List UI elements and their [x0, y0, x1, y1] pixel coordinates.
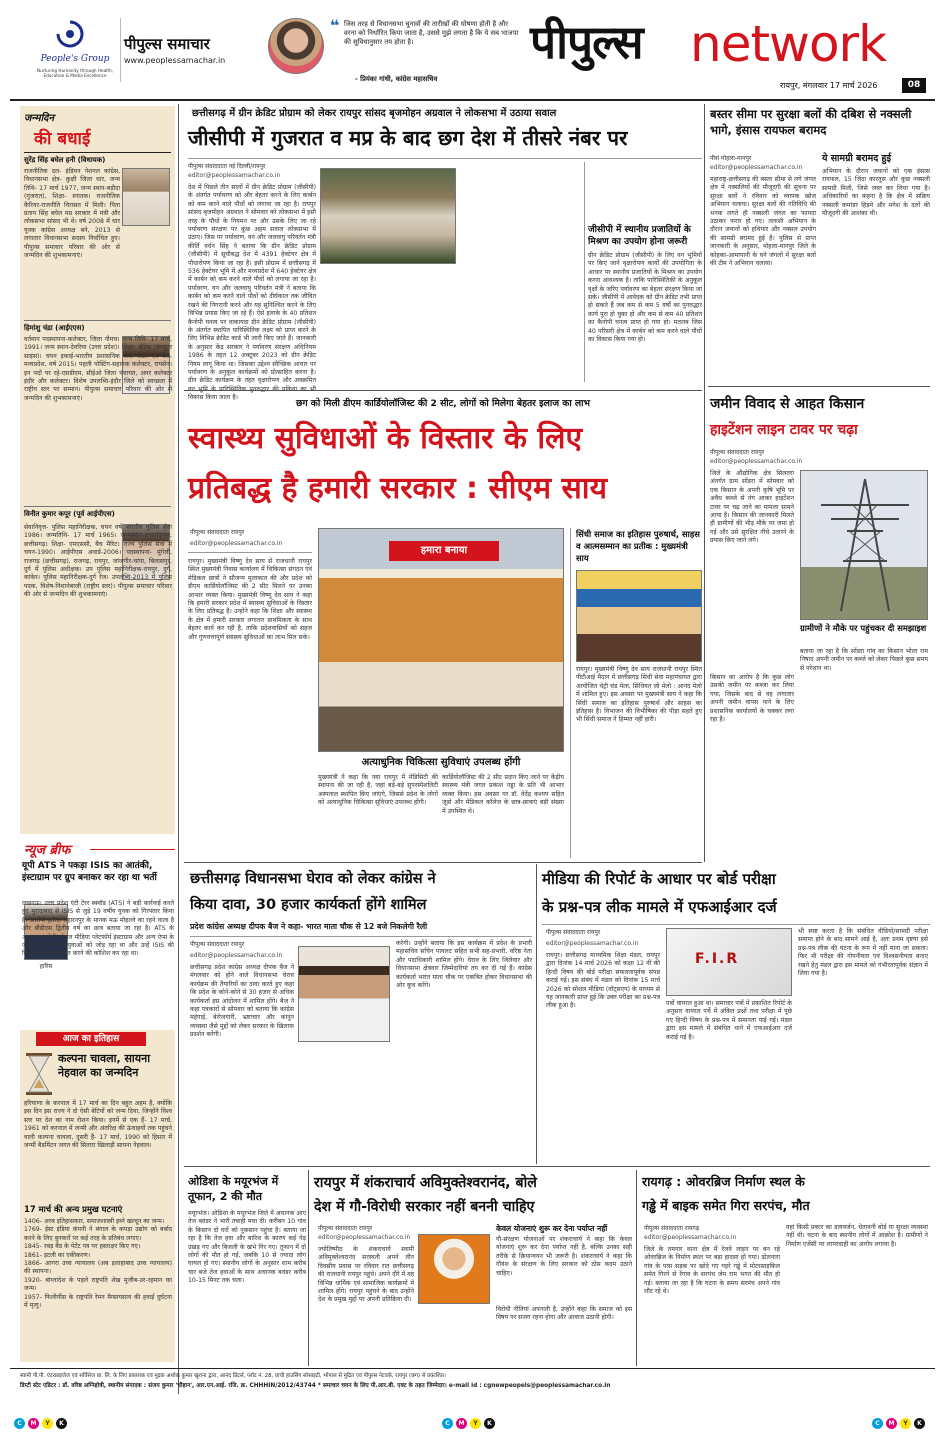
birthday-p3-name: विनीत कुमार कपूर (पूर्व आईपीएस): [24, 510, 115, 518]
congress-body: छत्तीसगढ़ प्रदेश कांग्रेस अध्यक्ष दीपक बैज ने मंगलवार को होने वाले विधानसभा घेराव कार्यक्रम की तैयारियों का दावा करते हुए कहा कि प्रदेश के कोने-कोने से 30 हजार से अधिक कार्यकर्ता इस आंदोलन में शामिल होंगे। बैज ने कहा पत्रकारों से सोमवार को बताया कि कांग्रेस महंगाई, बेरोजगारी, भ्रष्टाचार और कानून व्यवस्था जैसे मुद्दों को लेकर सरकार के खिलाफ प्रदर्शन करेगी।: [190, 964, 294, 1039]
naxal-items-title: ये सामग्री बरामद हुई: [822, 153, 892, 164]
farmer-photo-caption-title: ग्रामीणों ने मौके पर पहुंचकर दी समझाइश: [800, 623, 927, 633]
odisha-story: [184, 1170, 306, 1366]
tower-icon: [801, 471, 929, 621]
history-headline: कल्पना चावला, सायना नेहवाल का जन्मदिन: [58, 1052, 151, 1079]
footer-imprint-line2: डिप्टी स्टेट एडिटर : डॉ. वरिष्ठ अग्निहोत्री, स्थानीय संपादक : संजय कुमार 'चौहान', आर.एन.आई. रजि. क्र. CHHHIN/2012/43744 * समाचार चयन के लिए पी.आर.बी. एक्ट के तहत जिम्मेदार। e-mail id : cgnewpeopels@peoplessamachar.co.in: [20, 1383, 611, 1389]
birthday-header-big: की बधाई: [34, 129, 91, 149]
cmyk-y: Y: [900, 1418, 911, 1429]
leak-email: editor@peoplessamachar.co.in: [546, 940, 639, 947]
health-story: [184, 394, 702, 862]
cmyk-k: K: [914, 1418, 925, 1429]
farmer-body2: किसान का आरोप है कि कुछ लोग उसकी जमीन पर कब्जा कर लिया गया, जिसके बाद से वह लगातार अपनी जमीन वापस पाने के लिए प्रशासनिक कार्यालयों के चक्कर लगा रहा है।: [710, 674, 794, 724]
health-email: editor@peoplessamachar.co.in: [190, 540, 283, 547]
cmyk-marks-left: [14, 1418, 67, 1429]
fir-label: F.I.R: [695, 951, 740, 967]
fir-document-photo: [666, 928, 792, 996]
shankaracharya-side-body2: विरोधी नीतियां अपनाती है, उन्होंने कहा कि समाज को इस विषय पर सजग रहना होगा और आवाज उठानी होगी।: [496, 1306, 632, 1322]
history-other-title: 17 मार्च की अन्य प्रमुख घटनाएं: [24, 1204, 123, 1214]
naxal-byline: पीसं मोहला-मानपुर: [710, 155, 752, 162]
paper-name: पीपुल्स समाचार: [124, 35, 210, 53]
quote-text: जिस तरह से विधानसभा चुनावों की तारीखों की घोषणा होती है और वरना को निर्धारित किया जाता है, उससे मुझे लगता है कि ये सब भाजपा की सुविधानुसार तय होता है।: [344, 20, 519, 46]
congress-body2: करेगी। उन्होंने बताया कि इस कार्यक्रम में प्रदेश के प्रभारी महासचिव सचिन पायलट सहित सभी सह-प्रभारी, वरिष्ठ नेता और पदाधिकारी शामिल होंगे। घेराव के लिए जिलेवार और विधानसभा क्षेत्रवार जिम्मेदारियां तय कर दी गई हैं। कांग्रेस कार्यकर्ता भारत माता चौक पर एकत्रित होकर विधानसभा की ओर कूच करेंगे।: [396, 940, 532, 990]
health-photo-caption: अत्याधुनिक चिकित्सा सुविधाएं उपलब्ध होंगी: [361, 757, 521, 768]
cmyk-y: Y: [470, 1418, 481, 1429]
green-credit-kicker: छत्तीसगढ़ में ग्रीन क्रेडिट प्रोग्राम को लेकर रायपुर सांसद बृजमोहन अग्रवाल ने लोकसभा में उठाया सवाल: [192, 108, 557, 119]
shankaracharya-email: editor@peoplessamachar.co.in: [318, 1234, 411, 1241]
shankaracharya-side-body: गौ-संरक्षण योजनाओं पर शंकराचार्य ने कहा कि केवल योजनाएं शुरू कर देना पर्याप्त नहीं है, बल्कि उनका सही तरीके से क्रियान्वयन भी जरूरी है। शंकराचार्य ने कहा कि गौवंश के संरक्षण के लिए सरकार को ठोस कदम उठाने चाहिए।: [496, 1236, 632, 1277]
leak-body3: भी स्पष्ट करता है कि संबंधित वीडियो/सामग्री परीक्षा समाप्त होने के बाद सामने आई है, अतः प्रथम दृष्टया इसे प्रश्न-पत्र लीक की घटना के रूप में नहीं माना जा सकता। फिर भी परीक्षा की गोपनीयता एवं विश्वसनीयता बनाए रखने हेतु मंडल द्वारा इस मामले को गंभीरतापूर्वक संज्ञान में लिया गया है।: [798, 928, 928, 978]
raigarh-body: जिले के तमनार थाना क्षेत्र में रेलवे लाइन पर बन रहे ओवरब्रिज के निर्माण स्थल पर बड़ा हादसा हो गया। ढोलनारा गांव के पास सड़क पर खोदे गए गहरे गड्ढे में मोटरसाइकिल समेत गिरने से रेंगाव के सरपंच जेम राम भगत की मौत हो गई। बताया जा रहा है कि घटना के समय सरपंच अपने गांव लौट रहे थे।: [644, 1246, 780, 1296]
farmer-byline: पीपुल्स संवाददाता रायपुर: [710, 449, 765, 456]
hightension-tower-photo: [800, 470, 928, 620]
masthead: [0, 0, 945, 100]
cmyk-m: M: [456, 1418, 467, 1429]
group-tagline: Nurturing Humanity through Health, Education & Media Excellence: [37, 68, 113, 79]
website-link[interactable]: www.peoplessamachar.in: [124, 56, 226, 65]
history-event: 1845- रबड़ बैंड के पेटेंट पत्र पर हस्ताक्षर किए गए।: [24, 1243, 141, 1251]
cmyk-k: K: [484, 1418, 495, 1429]
history-events-list: [24, 1218, 172, 1310]
sindhi-headline: सिंधी समाज का इतिहास पुरुषार्थ, साहस व आत्मसम्मान का प्रतीक : मुख्यमंत्री साय: [576, 529, 700, 563]
congress-subhead: प्रदेश कांग्रेस अध्यक्ष दीपक बैज ने कहा- भारत माता चौक से 12 बजे निकलेगी रैली: [190, 922, 428, 931]
green-credit-body: देश में पिछले तीन सालों में ग्रीन क्रेडिट प्रोग्राम (जीसीपी) के अंतर्गत पर्यावरण को और बेहतर करने के लिए कार्बन को कम करने वाले पौधों को लगाया जा रहा है। रायपुर सांसद बृजमोहन अग्रवाल ने सोमवार को लोकसभा में इसी तरह के पौधों के नियमन पर और उसके लिए जा रहे पर्यावरण संरक्षण पर कुछ अहम सवाल लोकसभा में उठाए। जिस पर पर्यावरण, वन और जलवायु परिवर्तन मंत्री कीर्ति वर्धन सिंह ने बताया कि ग्रीन क्रेडिट प्रोग्राम (जीसीपी) में सूचीबद्ध देश में 4391 हेक्टेयर क्षेत्र में पौधारोपण किया जा रहा है। इसी प्रोग्राम में छत्तीसगढ़ में 536 हेक्टेयर भूमि में और मध्यप्रदेश में 640 हेक्टेयर क्षेत्र में कार्बन को कम करने वाले पौधों को लगाया जा रहा है। पर्यावरण, वन और जलवायु परिवर्तन मंत्री ने बताया कि कार्बन को कम करने वाले पौधों को दीर्घकाल तक जीवित रखने की निगरानी करने और यह सुनिश्चित करने के लिए विभिन्न प्रयास किए जा रहे हैं। ऐसे इलाके के 40 प्रतिशत कैनोपी घनत्व पर वाकायदा ग्रीन क्रेडिट प्रोग्राम (जीसीपी) के अंतर्गत स्थापित पारिस्थितिक लक्ष्य को प्राप्त करने के लिए विभिन्न क्रेडिट कार्ड भी जारी किए जाते हैं। जानकारी के अनुसार केंद्र सरकार ने पर्यावरण संरक्षण अधिनियम 1986 के तहत 12 अक्टूबर 2023 को ग्रीन क्रेडिट नियम लागू किया था। जिसका उद्देश्य स्वैच्छिक आधार पर पर्यावरण के अनुकूल कार्यक्रमों को प्रोत्साहित करना है। ग्रीन क्रेडिट कार्यक्रम के तहत वृक्षारोपण और अवक्रमित विकास किया जाता है।: [188, 184, 316, 402]
raigarh-headline-line2: गड्ढे में बाइक समेत गिरा सरपंच, मौत: [642, 1198, 810, 1213]
birthday-p1-details: राजनीतिक दल- इंडियन नेशनल कांग्रेस, विधानसभा क्षेत्र- कुक्षी जिला धार, जन्म तिथि- 17 मार्च 1977, जन्म स्थान-बड़ौदा (गुजरात), शिक्षा- स्नातक। राजनीतिक कैरियर-राजनीति विरासत में मिली। पिता प्रताप सिंह बघेल मप्र सरकार में मंत्री और लोकसभा सांसद भी थे। वर्ष 2008 में धार युवक कांग्रेस अध्यक्ष बने, 2013 से लगातार विधानसभा सदस्य निर्वाचित हुए। पीपुल्स समाचार परिवार की ओर से जन्मदिन की शुभकामनाएं।: [24, 168, 120, 260]
raigarh-email: editor@peoplessamachar.co.in: [644, 1234, 737, 1241]
news-brief-header: न्यूज ब्रीफ: [24, 843, 71, 858]
cmyk-marks-right: [872, 1418, 925, 1429]
hourglass-icon: [24, 1052, 54, 1096]
sindhi-samaj-event-photo: [576, 570, 702, 662]
leak-body2: पत्रों वायरल हुआ था। समाचार पत्रों में प्रकाशित रिपोर्ट के अनुसार वायरल पर्चे में अंकित प्रश्नों तथा परीक्षा में पूछे गए हिन्दी विषय के प्रश्न-पत्र में समानता पाई गई। मंडल द्वारा इस मामले में संबंधित थाने में एफआईआर दर्ज कराई गई है।: [666, 1000, 792, 1041]
cmyk-marks-center: [442, 1418, 495, 1429]
farmer-photo-caption: बताया जा रहा है कि सोंडरा गांव का किसान भोला राम निषाद अपनी जमीन पर कब्जे को लेकर पिछले कुछ समय से परेशान था।: [800, 648, 928, 672]
history-header: आज का इतिहास: [36, 1032, 146, 1046]
farmer-email: editor@peoplessamachar.co.in: [710, 458, 803, 465]
green-credit-side-headline: जीसीपी में स्थानीय प्रजातियों के मिश्रण का उपयोग होना जरूरी: [588, 225, 691, 247]
birthday-p1-name: सुरेंद्र सिंह बघेल हनी (विधायक): [24, 156, 106, 164]
page-number: 08: [902, 78, 926, 93]
leak-body: रायपुर। छत्तीसगढ़ माध्यमिक शिक्षा मंडल, रायपुर द्वारा दिनांक 14 मार्च 2026 को कक्षा 12 वीं की हिन्दी विषय की बोर्ड परीक्षा सफलतापूर्वक संपन्न कराई गई। इस संबंध में मंडल को दिनांक 15 मार्च 2026 को सोशल मीडिया (वॉट्सएप) के माध्यम से यह जानकारी प्राप्त हुई कि उक्त परीक्षा का प्रश्न-पत्र लीक हुआ है।: [546, 952, 660, 1010]
leak-byline: पीपुल्स संवाददाता रायपुर: [546, 929, 601, 936]
green-credit-headline: जीसीपी में गुजरात व मप्र के बाद छग देश में तीसरे नंबर पर: [188, 126, 628, 150]
green-credit-email: editor@peoplessamachar.co.in: [188, 172, 281, 179]
shankaracharya-headline-line2: देश में गौ-विरोधी सरकार नहीं बननी चाहिए: [314, 1199, 535, 1215]
cm-sai-medical-delegation-photo: [318, 528, 564, 752]
odisha-body: मयूरभंज। ओडिशा के मयूरभंज जिले में अचानक आए तेज बवंडर ने भारी तबाही मचा दी। करीबन 10 गांव के किसान दो घरों को नुकसान पहुंचा है। बताया जा रहा है कि तेज हवा और बारिश के कारण कई पेड़ उखड़ गए और बिजली के खंभे गिर गए। तूफान में दो लोगों की मौत हो गई, जबकि 10 से ज्यादा लोग घायल हो गए। स्थानीय लोगों के अनुसार शाम करीब चार बजे तेज हवाओं के साथ अचानक बवंडर करीब 10-15 मिनट तक चला।: [188, 1210, 306, 1285]
leak-headline-line2: के प्रश्न-पत्र लीक मामले में एफआईआर दर्ज: [542, 898, 777, 916]
cmyk-k: K: [56, 1418, 67, 1429]
shankaracharya-body: ज्योतिष्पीठ के शंकराचार्य स्वामी अविमुक्तेश्वरानंद सरस्वती अपने तीन दिवसीय प्रवास पर रविवार रात छत्तीसगढ़ की राजधानी रायपुर पहुंचे। अपने दौरे में वह विभिन्न धार्मिक एवं सामाजिक कार्यक्रमों में शामिल होंगे। रायपुर पहुंचने के बाद उन्होंने देश के प्रमुख मुद्दों पर अपनी प्रतिक्रिया दी।: [318, 1246, 414, 1304]
brand-hindi: पीपुल्स: [530, 15, 643, 69]
congress-headline-line2: किया दावा, 30 हजार कार्यकर्ता होंगे शामिल: [190, 897, 427, 913]
birthday-p1-details-cont: [24, 234, 172, 316]
history-body: हरियाणा के करनाल में 17 मार्च का दिन बहुत अहम है, क्योंकि इस दिन इस राज्य ने दो ऐसी बेटियों को जन्म दिया, जिन्होंने विश्व स्तर पर देश का नाम रोशन किया। इनमें से एक हैं- 17 मार्च, 1961 को करनाल में जन्मी और अंतरिक्ष की ऊंचाइयों तक पहुंचने वाली कल्पना चावला, दूसरी हैं- 17 मार्च, 1990 को हिसार में जन्मीं बैडमिंटन जगत की सितारा खिलाड़ी सायना नेहवाल।: [24, 1100, 172, 1150]
farmer-headline-line1: जमीन विवाद से आहत किसान: [710, 396, 865, 412]
odisha-headline: ओडिशा के मयूरभंज में तूफान, 2 की मौत: [188, 1175, 279, 1203]
birthday-p1-photo: [122, 168, 170, 226]
group-name: People's Group: [40, 54, 110, 64]
sindhi-body: रायपुर। मुख्यमंत्री विष्णु देव साय राजधानी रायपुर स्थित पीटीआई मैदान में छत्तीसगढ़ सिंधी सेवा महापंचायत द्वारा आयोजित चेट्री चंड मेला, सिंधियत जो मेलो : आनंद मेलो में शामिल हुए। इस अवसर पर मुख्यमंत्री साय ने कहा कि सिंधी समाज का इतिहास पुरुषार्थ और साहस का इतिहास है। विभाजन की विभीषिका की पीड़ा सहते हुए भी सिंधी समाज ने हिम्मत नहीं हारी।: [576, 666, 702, 724]
exam-leak-story: [540, 864, 930, 1164]
brand-network: network: [690, 15, 887, 73]
naxal-email: editor@peoplessamachar.co.in: [710, 164, 803, 171]
brijmohan-parliament-photo: [320, 168, 456, 264]
congress-story: [184, 864, 532, 1164]
news-brief-headline: यूपी ATS ने पकड़ा ISIS का आतंकी, इंस्टाग्राम पर ग्रुप बनाकर कर रहा था भर्ती: [22, 861, 157, 883]
farmer-headline-line2: हाइटेंशन लाइन टावर पर चढ़ा: [710, 422, 858, 438]
health-headline-line1: स्वास्थ्य सुविधाओं के विस्तार के लिए: [188, 421, 583, 456]
congress-body-col2: [298, 1046, 390, 1160]
green-credit-byline: पीपुल्स संवाददाता नई दिल्ली/रायपुर: [188, 163, 266, 170]
raigarh-body2: वहां किसी प्रकार का डायवर्जन, चेतावनी बोर्ड या सुरक्षा व्यवस्था नहीं थी। घटना के बाद स्थानीय लोगों में आक्रोश है। ग्रामीणों ने निर्माण एजेंसी पर लापरवाही का आरोप लगाया है।: [786, 1224, 928, 1248]
birthday-p2-details: वर्तमान पदस्थापना-कलेक्टर, जिला नीमच। जन्म तिथि- 17 मार्च, 1991। जन्म स्थान-देवरिया (उत्तर प्रदेश)। शिक्षा- बीटेक (कंप्यूटर साइंस)। चयन इकाई-भारतीय प्रशासनिक सेवा कैडर एवं बैच-मध्यप्रदेश, वर्ष 2015। पहली पोस्टिंग-सहायक कलेक्टर, रायसेन। इन पदों पर रहे-एसडीएम, सीईओ जिला पंचायत, अपर कलेक्टर इंदौर और कलेक्टर। विशेष उपलब्धि-इंदौर जिले को स्वच्छता में राष्ट्रीय स्तर पर सम्मान। पीपुल्स समाचार परिवार की ओर से जन्मदिन की शुभकामनाएं।: [24, 336, 172, 402]
shankaracharya-byline: पीपुल्स संवाददाता रायपुर: [318, 1225, 373, 1232]
green-credit-side-body: ग्रीन क्रेडिट प्रोग्राम (जीसीपी) के लिए वन भूमियों पर किए जाने वृक्षारोपण कार्यों की उपयोगिता के आधार पर स्थानीय प्रजातियों के मिश्रण का उपयोग करना आवश्यक है। ताकि पारिस्थितिकी के अनुकूल वृक्षों के जरिए पर्यावरण का बेहतर संरक्षण किया जा सके। जीसीपी में आवेदक को ग्रीन क्रेडिट तभी प्राप्त हो सकते हैं जब कम से कम 5 वर्षों का पुनरुद्धार कार्य पूरा हो चुका हो और कम से कम 40 प्रतिशत का कैनोपी घनत्व प्राप्त हो गया हो। मतलब जिस 40 परिसरी क्षेत्र में कार्बन को कम करने वाले पौधों का विकास किया गया हो।: [588, 252, 702, 344]
dateline: रायपुर, मंगलवार 17 मार्च 2026: [780, 81, 878, 90]
cmyk-c: C: [872, 1418, 883, 1429]
history-event: 1861- इटली का एकीकरण।: [24, 1251, 91, 1259]
shankaracharya-photo: [418, 1234, 490, 1304]
shankaracharya-body-col2: [418, 1308, 490, 1364]
congress-byline: पीपुल्स संवाददाता रायपुर: [190, 941, 245, 948]
birthday-section: [20, 106, 175, 834]
peoples-group-logo: [30, 14, 120, 94]
history-event: 1769- ईस्ट इंडिया कंपनी ने बंगाल के कपड़ा उद्योग को बर्बाद करने के लिए बुनकरों पर कई तरह के प्रतिबंध लगाए।: [24, 1226, 172, 1242]
cmyk-m: M: [886, 1418, 897, 1429]
priyanka-gandhi-photo: [268, 18, 324, 74]
health-byline: पीपुल्स संवाददाता रायपुर: [190, 529, 245, 536]
health-photo-banner: हमारा बनाया: [389, 541, 499, 561]
farmer-body: जिले के औद्योगिक क्षेत्र सिलतरा अंतर्गत ग्राम सोंडरा में सोमवार को एक किसान के अपनी कृषि भूमि पर अवैध कब्जे से तंग आकर हाइटेंशन टावर पर चढ़ जाने का मामला सामने आया है। किसान की जानकारी मिलते ही ग्रामीणों की भीड़ मौके पर जमा हो गई और उसे सुरक्षित नीचे उतारने के प्रयास किए जाने लगे।: [710, 470, 794, 545]
quote-mark-icon: ❝: [330, 16, 340, 35]
naxal-items-body: अभियान के दौरान जवानों को एक इंसास रायफल, 15 जिंदा कारतूस और कुछ नक्सली सामग्री मिली, जिसे जब्त कर लिया गया है। अधिकारियों का कहना है कि क्षेत्र में सक्रिय नक्सली कमांडर हिड़मे और मगेश के दलों की मौजूदगी की आशंका थी।: [822, 168, 930, 218]
raigarh-headline-line1: रायगढ़ : ओवरब्रिज निर्माण स्थल के: [642, 1174, 805, 1189]
history-event: 1866- आगरा उच्च न्यायालय (अब इलाहाबाद उच्च न्यायालय) की स्थापना।: [24, 1260, 172, 1276]
leak-headline-line1: मीडिया की रिपोर्ट के आधार पर बोर्ड परीक्षा: [542, 870, 776, 888]
naxal-story: [708, 104, 930, 384]
cmyk-c: C: [14, 1418, 25, 1429]
news-brief-section: [20, 838, 175, 1028]
congress-email: editor@peoplessamachar.co.in: [190, 952, 283, 959]
history-section: [20, 1030, 175, 1362]
health-headline-line2: प्रतिबद्ध है हमारी सरकार : सीएम साय: [188, 471, 607, 506]
group-logo-icon: [52, 14, 88, 50]
raigarh-byline: पीपुल्स संवाददाता रायगढ़: [644, 1225, 700, 1232]
health-body3: कार्डियोलॉजिस्ट की 2 सीट प्रदान किए जाने पर केंद्रीय स्वास्थ्य मंत्री जगत प्रकाश नड्डा के प्रति भी आभार व्यक्त किया। इस अवसर पर डॉ. वेदेंद्र कश्यप सहित जूडो और मेडिकल कॉलेज के छात्र-छात्राएं बड़ी संख्या में उपस्थित थे।: [442, 774, 564, 815]
history-event: 1920- बांग्लादेश के पहले राष्ट्रपति शेख मुजीब-उर-रहमान का जन्म।: [24, 1276, 172, 1293]
shankaracharya-headline-line1: रायपुर में शंकराचार्य अविमुक्तेश्वरानंद, बोले: [314, 1175, 537, 1191]
shankaracharya-side-title: केवल योजनाएं शुरू कर देना पर्याप्त नहीं: [496, 1224, 608, 1233]
news-brief-photo-caption: हारिस: [39, 963, 53, 970]
health-body: रायपुर। मुख्यमंत्री विष्णु देव साय से राजधानी रायपुर स्थित मुख्यमंत्री निवास कार्यालय में चिकित्सा संगठन एवं मेडिकल छात्रों ने सौजन्य मुलाकात की और प्रदेश को डीएम कार्डियोलॉजिस्ट की 2 सीट मिलने पर उनका आभार व्यक्त किया। मुख्यमंत्री विष्णु देव साय ने कहा कि हमारी सरकार प्रदेश में स्वास्थ्य सुविधाओं के विस्तार के लिए प्रतिबद्ध है। उन्होंने कहा कि शिक्षा और स्वास्थ्य के क्षेत्र में हमारी सरकार लगातार प्राथमिकता के साथ बेहतर कार्य कर रही है, ताकि प्रदेशवासियों को सहज और गुणवत्तापूर्ण स्वास्थ्य सुविधाओं का लाभ मिल सके।: [188, 558, 312, 641]
green-credit-body-col2: [320, 268, 456, 382]
shankaracharya-story: [312, 1170, 632, 1366]
health-body2: मुख्यमंत्री ने कहा कि नया रायपुर में मेडिसिटी की स्थापना की जा रही है, जहां बड़े-बड़े सुपरस्पेशलिटी अस्पताल स्थापित किए जाएंगे, जिससे प्रदेश के लोगों को अत्याधुनिक चिकित्सा सुविधाएं उपलब्ध होंगी।: [318, 774, 438, 807]
birthday-header-small: जन्मदिन: [24, 113, 55, 124]
footer-imprint-line1: स्वामी पी.पी. एंटरप्राइजेज एवं सर्विसेज प्रा. लि. के लिए प्रकाशक एवं मुद्रक अशोक कुमार खुराना द्वारा, आनंद प्रिंटर्स, प्लॉट नं. 28, प्राची हाउसिंग सोसाइटी, भोपाल से मुद्रित एवं पीपुल्स नेटवर्क, रायपुर (छग) से प्रकाशित।: [20, 1373, 446, 1379]
quote-author: - प्रियंका गांधी, कांग्रेस महासचिव: [355, 75, 438, 83]
deepak-baij-photo: [298, 946, 390, 1042]
cmyk-c: C: [442, 1418, 453, 1429]
history-event: 1957- फिलीपींस के राष्ट्रपति रेमन मैग्सायसाय की हवाई दुर्घटना में मृत्यु।: [24, 1293, 172, 1310]
raigarh-story: [640, 1170, 930, 1366]
history-event: 1406- अरब इतिहासकार, समाजशास्त्री इब्ने खल्दून का जन्म।: [24, 1218, 165, 1225]
naxal-body: महाराष्ट्र-छत्तीसगढ़ की बस्तर सीमा से लगे जंगल क्षेत्र में नक्सलियों की मौजूदगी की सूचना पर सुरक्षा बलों ने रविवार को व्यापक खोज अभियान चलाया। सुरक्षा बलों की गतिविधि की भनक लगते ही नक्सली जंगल का फायदा उठाकर फरार हो गए। तलाशी अभियान के दौरान जवानों को हथियार और नक्सल उपयोग की सामग्री बरामद हुई है। पुलिस से प्राप्त जानकारी के अनुसार, मोहला-मानपुर जिले के कोहका-आमापानी के घने जंगलों में सुरक्षा बलों की टीम ने अभियान चलाया।: [710, 176, 816, 268]
farmer-story: [708, 390, 930, 860]
green-credit-body-col3: [460, 162, 580, 382]
cmyk-y: Y: [42, 1418, 53, 1429]
news-brief-body: लखनऊ। उत्तर प्रदेश एंटी टेरर स्क्वॉड (ATS) ने बड़ी कार्रवाई करते हुए मुरादाबाद से ISIS से जुड़े 19 वर्षीय युवक को गिरफ्तार किया है। आरोपी हारिस सहारनपुर के मानक मऊ मोहल्ले का रहने वाला है और बीडीएस द्वितीय वर्ष का छात्र बताया जा रहा है। ATS के अनुसार आरोपी सोशल मीडिया प्लेटफॉर्म इंस्टाग्राम और अन्य ऐप्स के जरिए ग्रुप बनाकर युवाओं को जोड़ रहा था और उन्हें ISIS की विचारधारा से प्रभावित करने की कोशिश कर रहा था।: [22, 900, 174, 958]
health-kicker: छग को मिली डीएम कार्डियोलॉजिस्ट की 2 सीट, लोगों को मिलेगा बेहतर इलाज का लाभ: [296, 398, 590, 409]
green-credit-story: [184, 104, 702, 402]
congress-headline-line1: छत्तीसगढ़ विधानसभा घेराव को लेकर कांग्रेस ने: [190, 871, 436, 887]
naxal-headline: बस्तर सीमा पर सुरक्षा बलों की दबिश से नक्सली भागे, इंसास रायफल बरामद: [710, 107, 912, 137]
birthday-p2-name: हिमांशु चंद्रा (आईएएस): [24, 324, 85, 332]
cmyk-m: M: [28, 1418, 39, 1429]
birthday-p3-details: सेवानिवृत्त- पुलिस महानिरीक्षक, चयन वर्ष भारतीय पुलिस सेवा 1986। जन्मतिथि- 17 मार्च 1965। जन्मस्थान-राजनांदगांव, छत्तीसगढ़। शिक्षा- एमएससी, बैच मैरिट। राज्य पुलिस सेवा में चयन-1990। आईपीएस अवार्ड-2006। पदस्थापना- मुंगेली, राजगढ़ (छत्तीसगढ़), राजगढ़, रायपुर, जांजगीर-चांपा, बिलासपुर, दुर्ग में पुलिस अधीक्षक। उप पुलिस महानिरीक्षक-रायपुर, दुर्ग, कांकेर। पुलिस महानिरीक्षक-दुर्ग रेंज। उपलब्धि-2013 में पुलिस पदक, विशेष-निशानेबाजी (राष्ट्रीय स्तर)। पीपुल्स समाचार परिवार की ओर से जन्मदिन की शुभकामनाएं।: [24, 524, 172, 599]
